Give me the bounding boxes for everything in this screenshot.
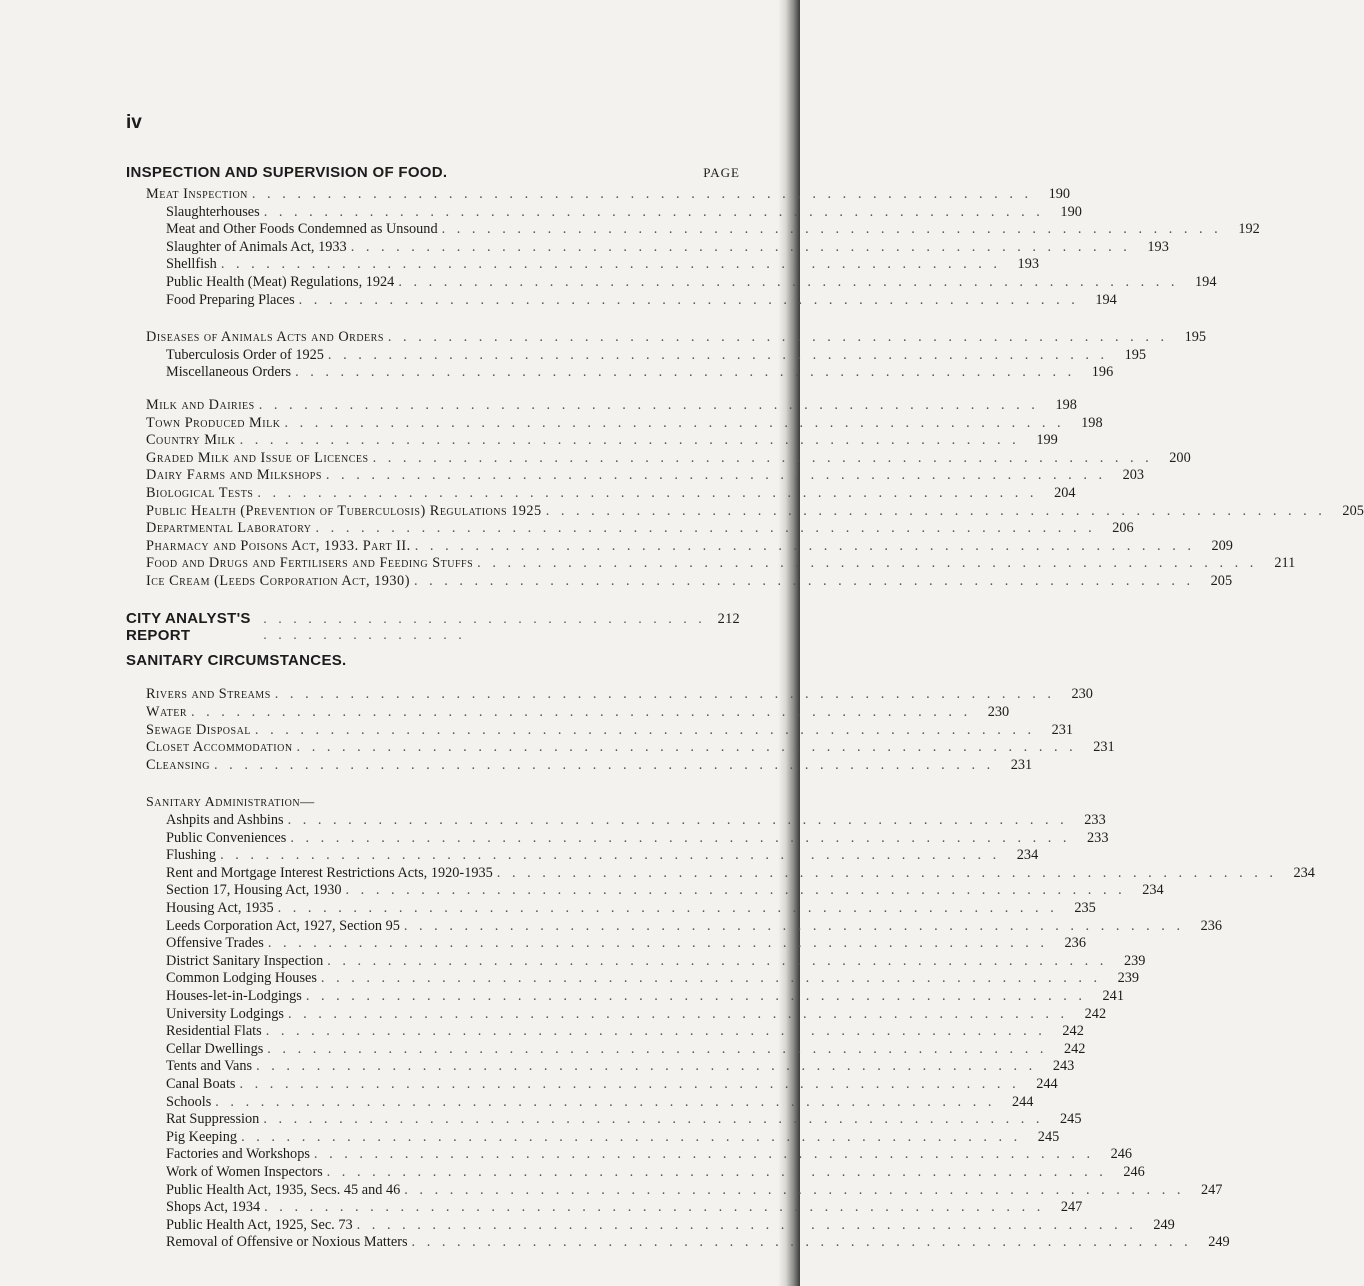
toc-entry-title: Miscellaneous Orders bbox=[166, 364, 292, 381]
toc-page-number: 233 bbox=[1087, 829, 1109, 846]
toc-entry bbox=[126, 1040, 1086, 1059]
toc-page-number: 212 bbox=[717, 611, 740, 628]
dot-leader: . . . . . . . . . . . . . . . . . . . . . . . . . . . . . . . . . . . . . . . . . . . . . . . . . . . . bbox=[254, 721, 1036, 738]
dot-leader: . . . . . . . . . . . . . . . . . . . . . . . . . . . . . . . . . . . . . . . . . . . . . . . . . . . . bbox=[220, 256, 1001, 273]
toc-entry-title: Tents and Vans bbox=[166, 1058, 253, 1075]
toc-page-number: 242 bbox=[1063, 1040, 1086, 1057]
dot-leader: . . . . . . . . . . . . . . . . . . . . . . . . . . . . . . . . . . . . . . . . . . . . . . . . . . . . bbox=[327, 346, 1109, 363]
toc-page-number: 243 bbox=[1052, 1058, 1075, 1075]
dot-leader: . . . . . . . . . . . . . . . . . . . . . . . . . . . . . . . . . . . . . . . . . . . . . . . . . . . . bbox=[387, 329, 1169, 346]
toc-entry bbox=[126, 329, 1207, 347]
toc-entry-title: Offensive Trades bbox=[166, 935, 264, 952]
dot-leader: . . . . . . . . . . . . . . . . . . . . . . . . . . . . . . . . . . . . . . . . . . . . . . . . . . . . bbox=[263, 1111, 1044, 1128]
toc-entry-title: Residential Flats bbox=[166, 1023, 262, 1040]
toc-entry bbox=[126, 952, 1146, 971]
toc-entry-title: Canal Boats bbox=[166, 1075, 236, 1092]
dot-leader: . . . . . . . . . . . . . . . . . . . . . . . . . . . . . . . . . . . . . . . . . . . . . . . . . . . . bbox=[277, 900, 1058, 916]
dot-leader: . . . . . . . . . . . . . . . . . . . . . . . . . . . . . . . . . . . . . . . . . . . . . . . . . . . . bbox=[239, 432, 1020, 449]
toc-entry-title: Shellfish bbox=[166, 256, 217, 273]
toc-entry bbox=[126, 555, 1296, 573]
toc-page-number: 198 bbox=[1055, 396, 1077, 413]
dot-leader: . . . . . . . . . . . . . . . . . . . . . . . . . . . . . . . . . . . . . . . . . . . . . . . . . . . . bbox=[264, 1199, 1045, 1216]
dot-leader: . . . . . . . . . . . . . . . . . . . . . . . . . . . . . . . . . . . . . . . . . . . . . . . . . . . . bbox=[263, 203, 1044, 220]
dot-leader: . . . . . . . . . . . . . . . . . . . . . . . . . . . . . . . . . . . . . . . . . . . . . . . . . . . . bbox=[258, 396, 1039, 413]
page-number: iv bbox=[126, 112, 142, 133]
dot-leader: . . . . . . . . . . . . . . . . . . . . . . . . . . . . . . . . . . . . . . . . . . . . . . . . . . . . bbox=[257, 484, 1038, 501]
toc-entry-title: Shops Act, 1934 bbox=[166, 1199, 261, 1216]
toc-page-number: 230 bbox=[987, 704, 1010, 721]
dot-leader: . . . . . . . . . . . . . . . . . . . . . . . . . . . . . . . . . . . . . . . . . . . . . . . . . . . . bbox=[320, 970, 1102, 987]
dot-leader: . . . . . . . . . . . . . . . . . . . . . . . . . . . . . . . . . . . . . . . . . . . . . . . . . . . . bbox=[265, 1023, 1046, 1040]
toc-page-number: 234 bbox=[1142, 882, 1164, 899]
dot-leader: . . . . . . . . . . . . . . . . . . . . . . . . . . . . . . . . . . . . . . . . . . . . . . . . . . . . bbox=[296, 739, 1077, 756]
dot-leader: . . . . . . . . . . . . . . . . . . . . . . . . . . . . . . . . . . . . . . . . . . . . bbox=[263, 612, 706, 644]
toc-page-number: 200 bbox=[1169, 449, 1191, 466]
toc-page-number: 211 bbox=[1274, 555, 1296, 572]
toc-entry bbox=[126, 1093, 1034, 1112]
toc-page-number: 230 bbox=[1071, 686, 1093, 703]
toc-entry-title: Dairy Farms and Milkshops bbox=[146, 467, 322, 484]
toc-entry-title: Food Preparing Places bbox=[166, 291, 295, 308]
dot-leader: . . . . . . . . . . . . . . . . . . . . . . . . . . . . . . . . . . . . . . . . . . . . . . . . . . . . bbox=[325, 467, 1107, 484]
dot-leader: . . . . . . . . . . . . . . . . . . . . . . . . . . . . . . . . . . . . . . . . . . . . . . . . . . . . bbox=[315, 520, 1096, 537]
section-title: SANITARY CIRCUMSTANCES. bbox=[126, 652, 347, 670]
toc-group-sanitary bbox=[126, 686, 1115, 774]
toc-entry bbox=[126, 572, 1233, 591]
dot-leader: . . . . . . . . . . . . . . . . . . . . . . . . . . . . . . . . . . . . . . . . . . . . . . . . . . . . bbox=[251, 186, 1033, 202]
toc-page-number: 199 bbox=[1036, 432, 1058, 449]
toc-entry-title: Public Health Act, 1925, Sec. 73 bbox=[166, 1216, 353, 1233]
section-title: INSPECTION AND SUPERVISION OF FOOD. bbox=[126, 164, 448, 181]
dot-leader: . . . . . . . . . . . . . . . . . . . . . . . . . . . . . . . . . . . . . . . . . . . . . . . . . . . . bbox=[356, 1216, 1137, 1233]
toc-entry-title: Rent and Mortgage Interest Restrictions Acts, 1920-1935 bbox=[166, 864, 493, 881]
subsection-heading-administration: Sanitary Administration— bbox=[146, 795, 315, 811]
toc-entry-title: Milk and Dairies bbox=[146, 396, 255, 413]
toc-entry bbox=[126, 364, 1114, 382]
toc-entry-title: Public Health (Meat) Regulations, 1924 bbox=[166, 273, 395, 290]
dot-leader: . . . . . . . . . . . . . . . . . . . . . . . . . . . . . . . . . . . . . . . . . . . . . . . . . . . . bbox=[295, 364, 1076, 381]
toc-page-number: 198 bbox=[1081, 414, 1103, 431]
toc-entry bbox=[126, 864, 1315, 883]
dot-leader: . . . . . . . . . . . . . . . . . . . . . . . . . . . . . . . . . . . . . . . . . . . . . . . . . . . . bbox=[496, 864, 1277, 881]
dot-leader: . . . . . . . . . . . . . . . . . . . . . . . . . . . . . . . . . . . . . . . . . . . . . . . . . . . . bbox=[350, 238, 1131, 255]
toc-entry-title: District Sanitary Inspection bbox=[166, 952, 324, 969]
toc-entry bbox=[126, 502, 1364, 521]
toc-entry bbox=[126, 917, 1223, 936]
toc-entry bbox=[126, 1216, 1175, 1235]
toc-page-number: 244 bbox=[1036, 1075, 1058, 1092]
toc-entry bbox=[126, 238, 1169, 257]
section-heading-sanitary bbox=[126, 652, 740, 674]
toc-entry bbox=[126, 1163, 1145, 1182]
toc-page-number: 234 bbox=[1293, 864, 1315, 881]
toc-entry bbox=[126, 467, 1145, 485]
dot-leader: . . . . . . . . . . . . . . . . . . . . . . . . . . . . . . . . . . . . . . . . . . . . . . . . . . . . bbox=[239, 1075, 1020, 1092]
dot-leader: . . . . . . . . . . . . . . . . . . . . . . . . . . . . . . . . . . . . . . . . . . . . . . . . . . . . bbox=[441, 221, 1222, 238]
toc-page-number: 244 bbox=[1011, 1093, 1034, 1110]
toc-entry bbox=[126, 882, 1164, 900]
toc-entry-title: Ashpits and Ashbins bbox=[166, 812, 284, 829]
toc-entry bbox=[126, 935, 1086, 953]
dot-leader: . . . . . . . . . . . . . . . . . . . . . . . . . . . . . . . . . . . . . . . . . . . . . . . . . . . . bbox=[241, 1128, 1022, 1145]
toc-entry-title: University Lodgings bbox=[166, 1005, 284, 1022]
toc-entry bbox=[126, 520, 1134, 538]
toc-entry bbox=[126, 256, 1039, 274]
toc-entry bbox=[126, 203, 1082, 222]
toc-entry bbox=[126, 970, 1140, 988]
toc-page-number: 190 bbox=[1048, 186, 1071, 202]
dot-leader: . . . . . . . . . . . . . . . . . . . . . . . . . . . . . . . . . . . . . . . . . . . . . . . . . . . . bbox=[267, 1040, 1048, 1057]
toc-entry-title: Removal of Offensive or Noxious Matters bbox=[166, 1234, 408, 1251]
toc-page-number: 236 bbox=[1200, 917, 1223, 934]
toc-page-number: 247 bbox=[1060, 1199, 1083, 1216]
toc-page-number: 194 bbox=[1195, 273, 1217, 290]
toc-entry-title: Work of Women Inspectors bbox=[166, 1163, 323, 1180]
toc-entry bbox=[126, 346, 1147, 365]
toc-entry bbox=[126, 221, 1260, 239]
toc-page-number: 192 bbox=[1238, 221, 1260, 238]
toc-entry bbox=[126, 721, 1074, 740]
toc-page-number: 203 bbox=[1122, 467, 1145, 484]
toc-entry bbox=[126, 900, 1096, 918]
toc-entry-title: Factories and Workshops bbox=[166, 1146, 310, 1163]
toc-group-meat bbox=[126, 186, 1260, 309]
toc-entry bbox=[126, 396, 1077, 415]
toc-entry bbox=[126, 1199, 1083, 1217]
toc-entry-title: Departmental Laboratory bbox=[146, 520, 312, 537]
dot-leader: . . . . . . . . . . . . . . . . . . . . . . . . . . . . . . . . . . . . . . . . . . . . . . . . . . . . bbox=[411, 1234, 1192, 1251]
toc-entry-title: Flushing bbox=[166, 847, 217, 864]
dot-leader: . . . . . . . . . . . . . . . . . . . . . . . . . . . . . . . . . . . . . . . . . . . . . . . . . . . . bbox=[290, 829, 1071, 846]
toc-entry-title: Ice Cream (Leeds Corporation Act, 1930) bbox=[146, 572, 410, 589]
toc-entry bbox=[126, 812, 1106, 830]
toc-entry bbox=[126, 1075, 1058, 1094]
toc-entry bbox=[126, 987, 1124, 1006]
toc-page-number: 196 bbox=[1091, 364, 1114, 381]
dot-leader: . . . . . . . . . . . . . . . . . . . . . . . . . . . . . . . . . . . . . . . . . . . . . . . . . . . . bbox=[413, 572, 1195, 589]
toc-page-number: 209 bbox=[1211, 537, 1233, 554]
toc-page-number: 239 bbox=[1117, 970, 1140, 987]
toc-page-number: 231 bbox=[1010, 756, 1033, 773]
page-column-label: PAGE bbox=[703, 165, 740, 180]
toc-page-number: 190 bbox=[1060, 203, 1082, 220]
toc-entry-title: Closet Accommodation bbox=[146, 739, 293, 756]
toc-page-number: 236 bbox=[1064, 935, 1086, 952]
dot-leader: . . . . . . . . . . . . . . . . . . . . . . . . . . . . . . . . . . . . . . . . . . . . . . . . . . . . bbox=[256, 1058, 1037, 1075]
toc-page-number: 231 bbox=[1093, 739, 1115, 756]
toc-page-number: 245 bbox=[1060, 1111, 1082, 1128]
toc-entry-title: Pig Keeping bbox=[166, 1128, 238, 1145]
toc-entry bbox=[126, 829, 1109, 848]
toc-entry bbox=[126, 1058, 1075, 1076]
toc-page-number: 205 bbox=[1342, 502, 1364, 519]
dot-leader: . . . . . . . . . . . . . . . . . . . . . . . . . . . . . . . . . . . . . . . . . . . . . . . . . . . . bbox=[545, 502, 1326, 519]
toc-page-number: 246 bbox=[1110, 1146, 1133, 1163]
dot-leader: . . . . . . . . . . . . . . . . . . . . . . . . . . . . . . . . . . . . . . . . . . . . . . . . . . . . bbox=[372, 449, 1153, 466]
toc-entry bbox=[126, 686, 1093, 704]
toc-entry-title: Cellar Dwellings bbox=[166, 1040, 264, 1057]
toc-entry bbox=[126, 1023, 1084, 1041]
toc-entry-title: Slaughterhouses bbox=[166, 203, 260, 220]
toc-entry-title: Common Lodging Houses bbox=[166, 970, 317, 987]
toc-entry-title: Public Conveniences bbox=[166, 829, 287, 846]
section-heading-analyst bbox=[126, 610, 740, 645]
dot-leader: . . . . . . . . . . . . . . . . . . . . . . . . . . . . . . . . . . . . . . . . . . . . . . . . . . . . bbox=[274, 686, 1055, 703]
toc-page-number: 195 bbox=[1124, 346, 1147, 363]
toc-entry bbox=[126, 739, 1115, 757]
dot-leader: . . . . . . . . . . . . . . . . . . . . . . . . . . . . . . . . . . . . . . . . . . . . . . . . . . . . bbox=[287, 1005, 1069, 1022]
dot-leader: . . . . . . . . . . . . . . . . . . . . . . . . . . . . . . . . . . . . . . . . . . . . . . . . . . . . bbox=[398, 273, 1179, 290]
toc-entry-title: Public Health (Prevention of Tuberculosis) Regulations 1925 bbox=[146, 502, 542, 519]
toc-entry-title: Diseases of Animals Acts and Orders bbox=[146, 329, 384, 346]
section-title: CITY ANALYST'S REPORT bbox=[126, 610, 251, 645]
dot-leader: . . . . . . . . . . . . . . . . . . . . . . . . . . . . . . . . . . . . . . . . . . . . . . . . . . . . bbox=[345, 882, 1126, 899]
dot-leader: . . . . . . . . . . . . . . . . . . . . . . . . . . . . . . . . . . . . . . . . . . . . . . . . . . . . bbox=[214, 756, 995, 773]
toc-page-number: 231 bbox=[1051, 721, 1074, 738]
toc-page-number: 241 bbox=[1102, 987, 1124, 1004]
toc-entry bbox=[126, 1128, 1060, 1147]
toc-group-administration bbox=[126, 812, 1315, 1252]
toc-page-number: 234 bbox=[1016, 847, 1039, 864]
toc-entry-title: Cleansing bbox=[146, 756, 211, 773]
toc-entry-title: Section 17, Housing Act, 1930 bbox=[166, 882, 342, 899]
toc-entry bbox=[126, 1111, 1082, 1129]
toc-page-number: 193 bbox=[1147, 238, 1169, 255]
toc-page-number: 235 bbox=[1074, 900, 1096, 916]
toc-entry bbox=[126, 291, 1117, 310]
toc-page-number: 195 bbox=[1184, 329, 1207, 346]
toc-entry bbox=[126, 449, 1191, 468]
dot-leader: . . . . . . . . . . . . . . . . . . . . . . . . . . . . . . . . . . . . . . . . . . . . . . . . . . . . bbox=[215, 1093, 996, 1110]
dot-leader: . . . . . . . . . . . . . . . . . . . . . . . . . . . . . . . . . . . . . . . . . . . . . . . . . . . . bbox=[403, 917, 1185, 934]
toc-page-number: 194 bbox=[1095, 291, 1117, 308]
toc-page-number: 249 bbox=[1153, 1216, 1175, 1233]
toc-entry-title: Public Health Act, 1935, Secs. 45 and 46 bbox=[166, 1181, 401, 1198]
dot-leader: . . . . . . . . . . . . . . . . . . . . . . . . . . . . . . . . . . . . . . . . . . . . . . . . . . . . bbox=[267, 935, 1048, 952]
dot-leader: . . . . . . . . . . . . . . . . . . . . . . . . . . . . . . . . . . . . . . . . . . . . . . . . . . . . bbox=[327, 952, 1108, 969]
toc-entry-title: Meat and Other Foods Condemned as Unsound bbox=[166, 221, 438, 238]
toc-group-milk bbox=[126, 396, 1364, 591]
toc-entry-title: Town Produced Milk bbox=[146, 414, 281, 431]
toc-page-number: 193 bbox=[1017, 256, 1039, 273]
toc-page-number: 247 bbox=[1200, 1181, 1223, 1198]
toc-entry-title: Houses-let-in-Lodgings bbox=[166, 987, 302, 1004]
toc-entry-title: Leeds Corporation Act, 1927, Section 95 bbox=[166, 917, 400, 934]
toc-entry-title: Housing Act, 1935 bbox=[166, 900, 274, 916]
toc-page-number: 233 bbox=[1084, 812, 1106, 829]
table-of-contents bbox=[126, 164, 1364, 1252]
dot-leader: . . . . . . . . . . . . . . . . . . . . . . . . . . . . . . . . . . . . . . . . . . . . . . . . . . . . bbox=[404, 1181, 1185, 1198]
toc-entry bbox=[126, 414, 1103, 433]
toc-page-number: 204 bbox=[1054, 484, 1076, 501]
dot-leader: . . . . . . . . . . . . . . . . . . . . . . . . . . . . . . . . . . . . . . . . . . . . . . . . . . . . bbox=[326, 1163, 1107, 1180]
toc-entry bbox=[126, 847, 1039, 865]
toc-entry bbox=[126, 1146, 1133, 1164]
toc-entry-title: Tuberculosis Order of 1925 bbox=[166, 346, 324, 363]
toc-page-number: 239 bbox=[1123, 952, 1146, 969]
toc-entry-title: Rivers and Streams bbox=[146, 686, 271, 703]
toc-entry-title: Schools bbox=[166, 1093, 212, 1110]
toc-entry-title: Rat Suppression bbox=[166, 1111, 260, 1128]
toc-entry bbox=[126, 537, 1233, 556]
toc-page-number: 246 bbox=[1123, 1163, 1145, 1180]
toc-page-number: 242 bbox=[1062, 1023, 1084, 1040]
dot-leader: . . . . . . . . . . . . . . . . . . . . . . . . . . . . . . . . . . . . . . . . . . . . . . . . . . . . bbox=[220, 847, 1001, 864]
toc-entry-title: Pharmacy and Poisons Act, 1933. Part II. bbox=[146, 537, 411, 554]
toc-entry bbox=[126, 704, 1010, 722]
toc-entry bbox=[126, 1181, 1223, 1200]
dot-leader: . . . . . . . . . . . . . . . . . . . . . . . . . . . . . . . . . . . . . . . . . . . . . . . . . . . . bbox=[414, 537, 1195, 554]
dot-leader: . . . . . . . . . . . . . . . . . . . . . . . . . . . . . . . . . . . . . . . . . . . . . . . . . . . . bbox=[298, 291, 1079, 308]
dot-leader: . . . . . . . . . . . . . . . . . . . . . . . . . . . . . . . . . . . . . . . . . . . . . . . . . . . . bbox=[191, 704, 972, 721]
toc-entry-title: Graded Milk and Issue of Licences bbox=[146, 449, 369, 466]
toc-entry bbox=[126, 273, 1217, 292]
toc-entry bbox=[126, 1234, 1230, 1252]
dot-leader: . . . . . . . . . . . . . . . . . . . . . . . . . . . . . . . . . . . . . . . . . . . . . . . . . . . . bbox=[313, 1146, 1095, 1163]
toc-entry bbox=[126, 432, 1058, 450]
toc-entry-title: Biological Tests bbox=[146, 484, 254, 501]
section-heading-food-inspection bbox=[126, 164, 740, 186]
toc-entry bbox=[126, 756, 1033, 775]
toc-group-diseases bbox=[126, 329, 1207, 382]
toc-entry-title: Country Milk bbox=[146, 432, 236, 449]
toc-entry bbox=[126, 1005, 1107, 1024]
toc-entry bbox=[126, 186, 1071, 204]
toc-entry bbox=[126, 484, 1076, 503]
toc-page-number: 242 bbox=[1084, 1005, 1107, 1022]
toc-page-number: 249 bbox=[1208, 1234, 1230, 1251]
toc-entry-title: Food and Drugs and Fertilisers and Feeding Stuffs bbox=[146, 555, 474, 572]
toc-entry-title: Slaughter of Animals Act, 1933 bbox=[166, 238, 347, 255]
toc-entry-title: Meat Inspection bbox=[146, 186, 248, 202]
toc-entry-title: Water bbox=[146, 704, 187, 721]
toc-page-number: 245 bbox=[1037, 1128, 1060, 1145]
toc-page-number: 206 bbox=[1112, 520, 1134, 537]
dot-leader: . . . . . . . . . . . . . . . . . . . . . . . . . . . . . . . . . . . . . . . . . . . . . . . . . . . . bbox=[287, 812, 1068, 829]
dot-leader: . . . . . . . . . . . . . . . . . . . . . . . . . . . . . . . . . . . . . . . . . . . . . . . . . . . . bbox=[477, 555, 1258, 572]
toc-page-number: 205 bbox=[1210, 572, 1233, 589]
dot-leader: . . . . . . . . . . . . . . . . . . . . . . . . . . . . . . . . . . . . . . . . . . . . . . . . . . . . bbox=[305, 987, 1086, 1004]
dot-leader: . . . . . . . . . . . . . . . . . . . . . . . . . . . . . . . . . . . . . . . . . . . . . . . . . . . . bbox=[284, 414, 1065, 431]
toc-entry-title: Sewage Disposal bbox=[146, 721, 251, 738]
